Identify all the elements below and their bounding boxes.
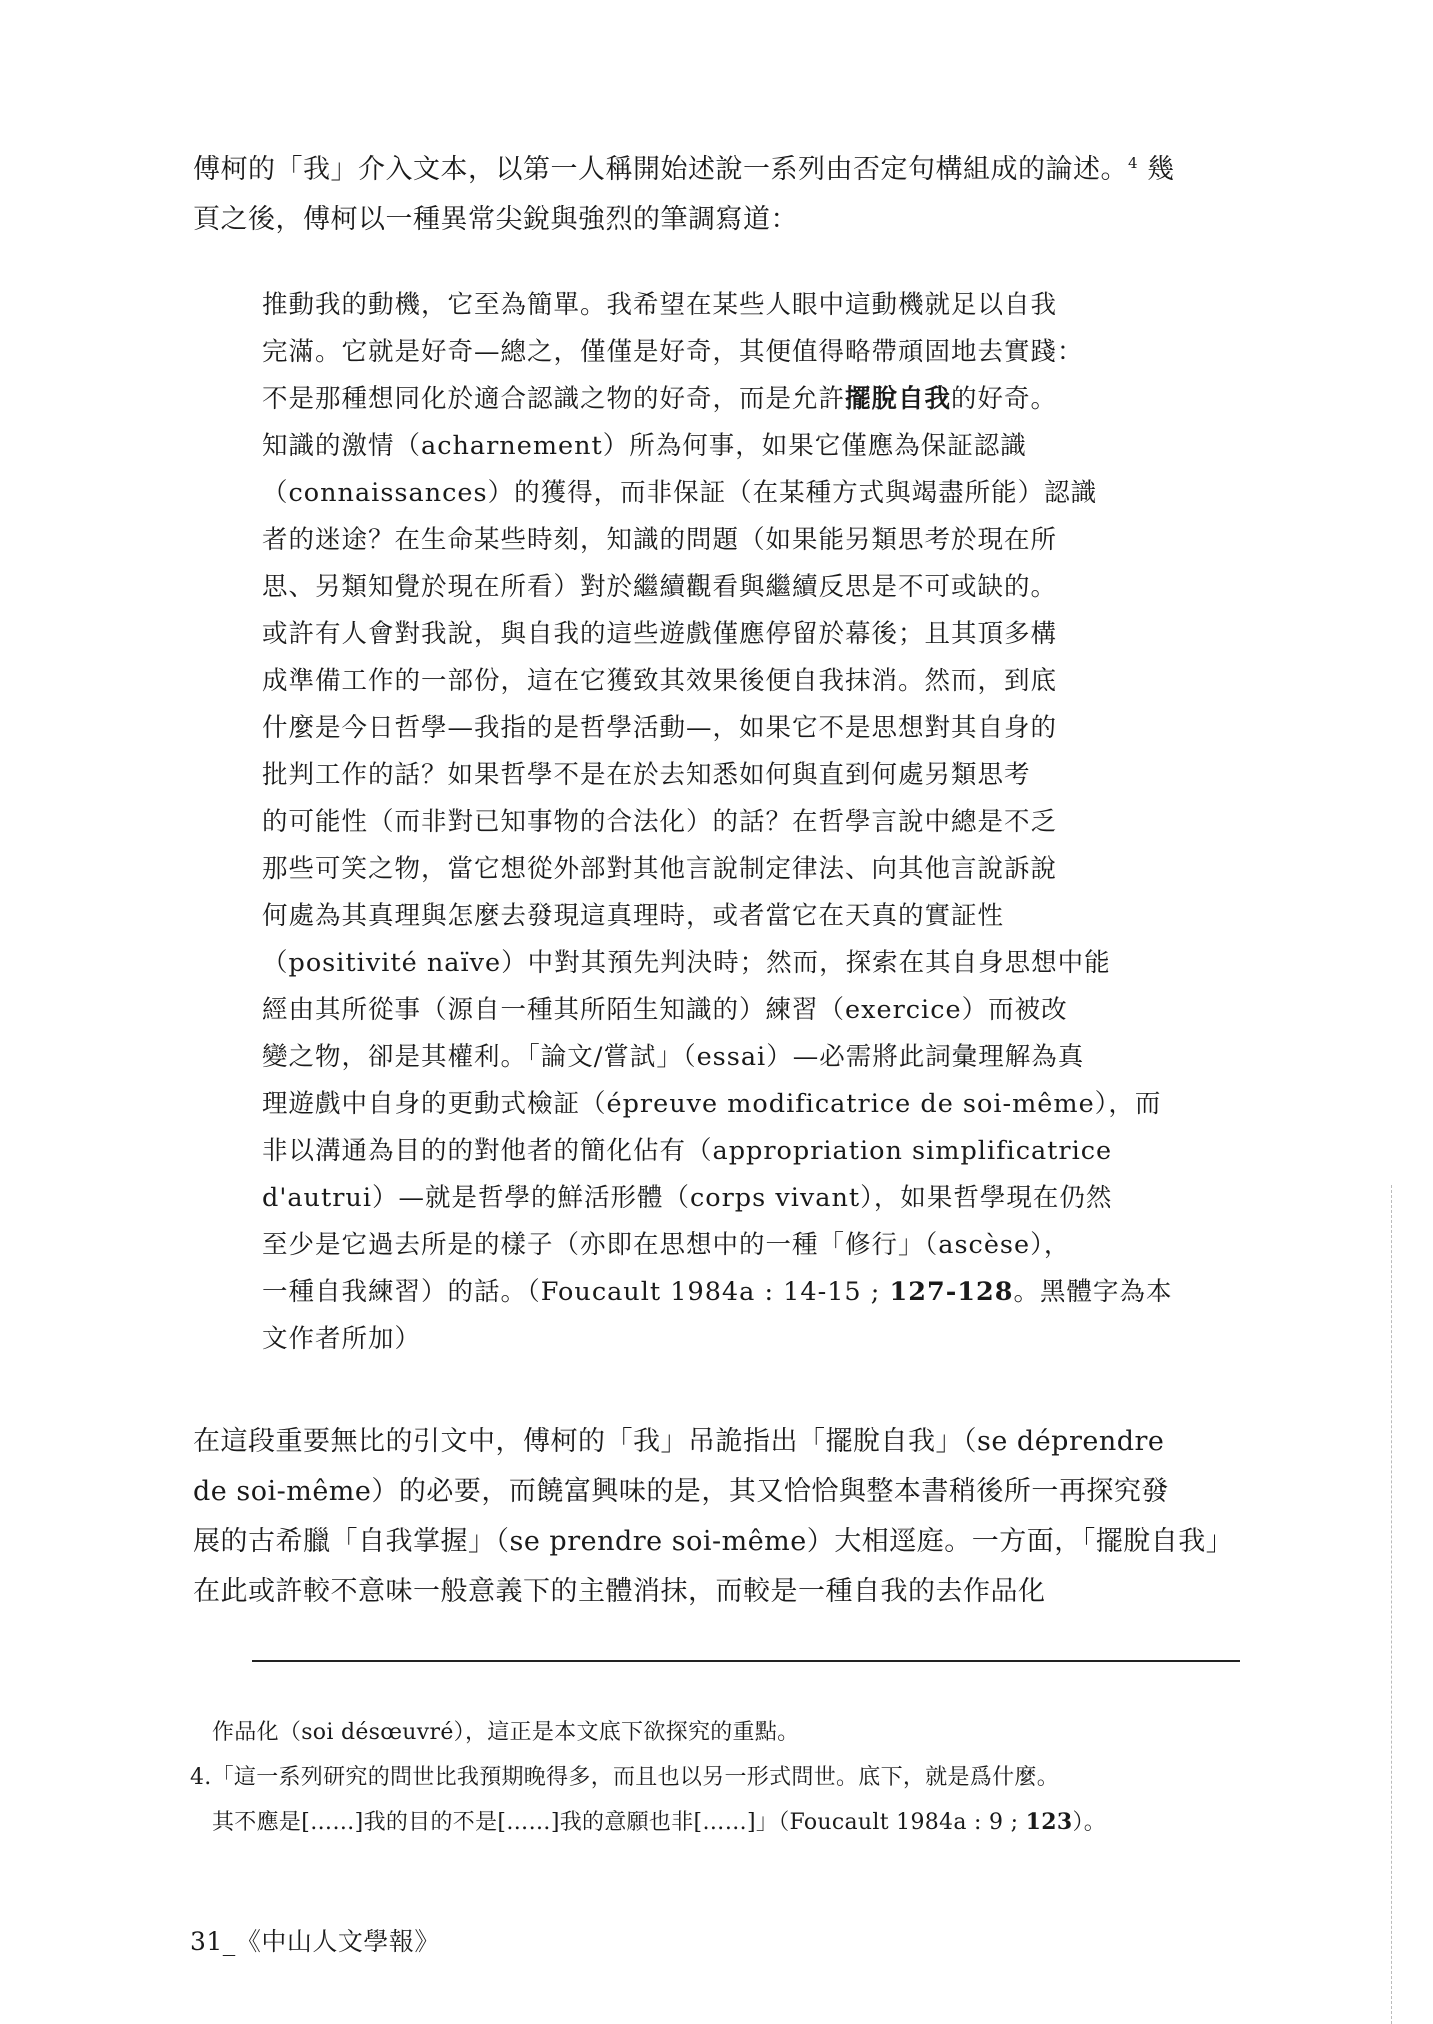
- body-line: 在此或許較不意味一般意義下的主體消抹，而較是一種自我的去作品化: [193, 1576, 1046, 1607]
- bold-page-ref: 123: [1025, 1809, 1073, 1835]
- bold-emphasis: 擺脫自我: [845, 384, 952, 414]
- footnote-line: 4.「這一系列研究的問世比我預期晚得多，而且也以另一形式問世。底下，就是爲什麼。: [190, 1765, 1059, 1790]
- footnote-ref-4[interactable]: 4: [1128, 154, 1139, 172]
- quote-line: 一種自我練習）的話。（Foucault 1984a : 14-15 ; 127-128。黑體字為本: [262, 1277, 1173, 1307]
- scan-edge-line: [1391, 1185, 1392, 2024]
- quote-line: 推動我的動機，它至為簡單。我希望在某些人眼中這動機就足以自我: [262, 290, 1058, 320]
- page-footer: [190, 1922, 440, 1958]
- quote-line: 完滿。它就是好奇—總之，僅僅是好奇，其便值得略帶頑固地去實踐：: [262, 337, 1084, 367]
- quote-line: 非以溝通為目的的對他者的簡化佔有（appropriation simplificatrice: [262, 1136, 1113, 1166]
- footnote-continuation: [212, 1710, 1222, 1755]
- intro-paragraph: [193, 145, 1201, 245]
- body-line: 在這段重要無比的引文中，傅柯的「我」吊詭指出「擺脫自我」（se déprendre: [193, 1426, 1165, 1457]
- quote-line: 知識的激情（acharnement）所為何事，如果它僅應為保証認識: [262, 431, 1027, 461]
- quote-line: 經由其所從事（源自一種其所陌生知識的）練習（exercice）而被改: [262, 995, 1068, 1025]
- intro-line: 頁之後，傅柯以一種異常尖銳與強烈的筆調寫道：: [193, 204, 798, 235]
- quote-line: （positivité naïve）中對其預先判決時；然而，探索在其自身思想中能: [262, 948, 1111, 978]
- quote-line: 批判工作的話？如果哲學不是在於去知悉如何與直到何處另類思考: [262, 760, 1031, 790]
- footnote-line: 作品化（soi désœuvré），這正是本文底下欲探究的重點。: [212, 1720, 800, 1745]
- footnote-4: [190, 1755, 1200, 1845]
- footnote-line: 其不應是[……]我的目的不是[……]我的意願也非[……]」（Foucault 1984a : 9 ; 123）。: [212, 1809, 1107, 1835]
- quote-line: d'autrui）—就是哲學的鮮活形體（corps vivant），如果哲學現在仍然: [262, 1183, 1113, 1213]
- intro-line: 傅柯的「我」介入文本，以第一人稱開始述說一系列由否定句構組成的論述。$^4$ 幾: [193, 154, 1175, 185]
- quote-line: 理遊戲中自身的更動式檢証（épreuve modificatrice de soi-même），而: [262, 1089, 1162, 1119]
- bold-page-ref: 127-128: [889, 1277, 1014, 1307]
- quote-line: （connaissances）的獲得，而非保証（在某種方式與竭盡所能）認識: [262, 478, 1098, 508]
- quote-line: 那些可笑之物，當它想從外部對其他言說制定律法、向其他言說訴說: [262, 854, 1058, 884]
- body-line: 展的古希臘「自我掌握」（se prendre soi-même）大相逕庭。一方面，「擺脫自我」: [193, 1526, 1234, 1557]
- footnote-divider: [252, 1660, 1240, 1662]
- journal-title: 《中山人文學報》: [235, 1927, 440, 1956]
- body-line: de soi-même）的必要，而饒富興味的是，其又恰恰與整本書稍後所一再探究發: [193, 1476, 1169, 1507]
- quote-line: 不是那種想同化於適合認識之物的好奇，而是允許擺脫自我的好奇。: [262, 384, 1058, 414]
- quote-line: 文作者所加）: [262, 1324, 422, 1354]
- block-quote: [262, 282, 1173, 1363]
- body-paragraph: [193, 1417, 1234, 1617]
- quote-line: 者的迷途？在生命某些時刻，知識的問題（如果能另類思考於現在所: [262, 525, 1058, 555]
- quote-line: 的可能性（而非對已知事物的合法化）的話？在哲學言說中總是不乏: [262, 807, 1058, 837]
- quote-line: 成準備工作的一部份，這在它獲致其效果後便自我抹消。然而，到底: [262, 666, 1058, 696]
- quote-line: 變之物，卻是其權利。「論文/嘗試」（essai）—必需將此詞彙理解為真: [262, 1042, 1085, 1072]
- quote-line: 什麼是今日哲學—我指的是哲學活動—，如果它不是思想對其自身的: [262, 713, 1058, 743]
- page-number: 31_: [190, 1927, 236, 1956]
- quote-line: 思、另類知覺於現在所看）對於繼續觀看與繼續反思是不可或缺的。: [262, 572, 1058, 602]
- quote-line: 何處為其真理與怎麼去發現這真理時，或者當它在天真的實証性: [262, 901, 1005, 931]
- quote-line: 至少是它過去所是的樣子（亦即在思想中的一種「修行」（ascèse），: [262, 1230, 1071, 1260]
- quote-line: 或許有人會對我說，與自我的這些遊戲僅應停留於幕後；且其頂多構: [262, 619, 1058, 649]
